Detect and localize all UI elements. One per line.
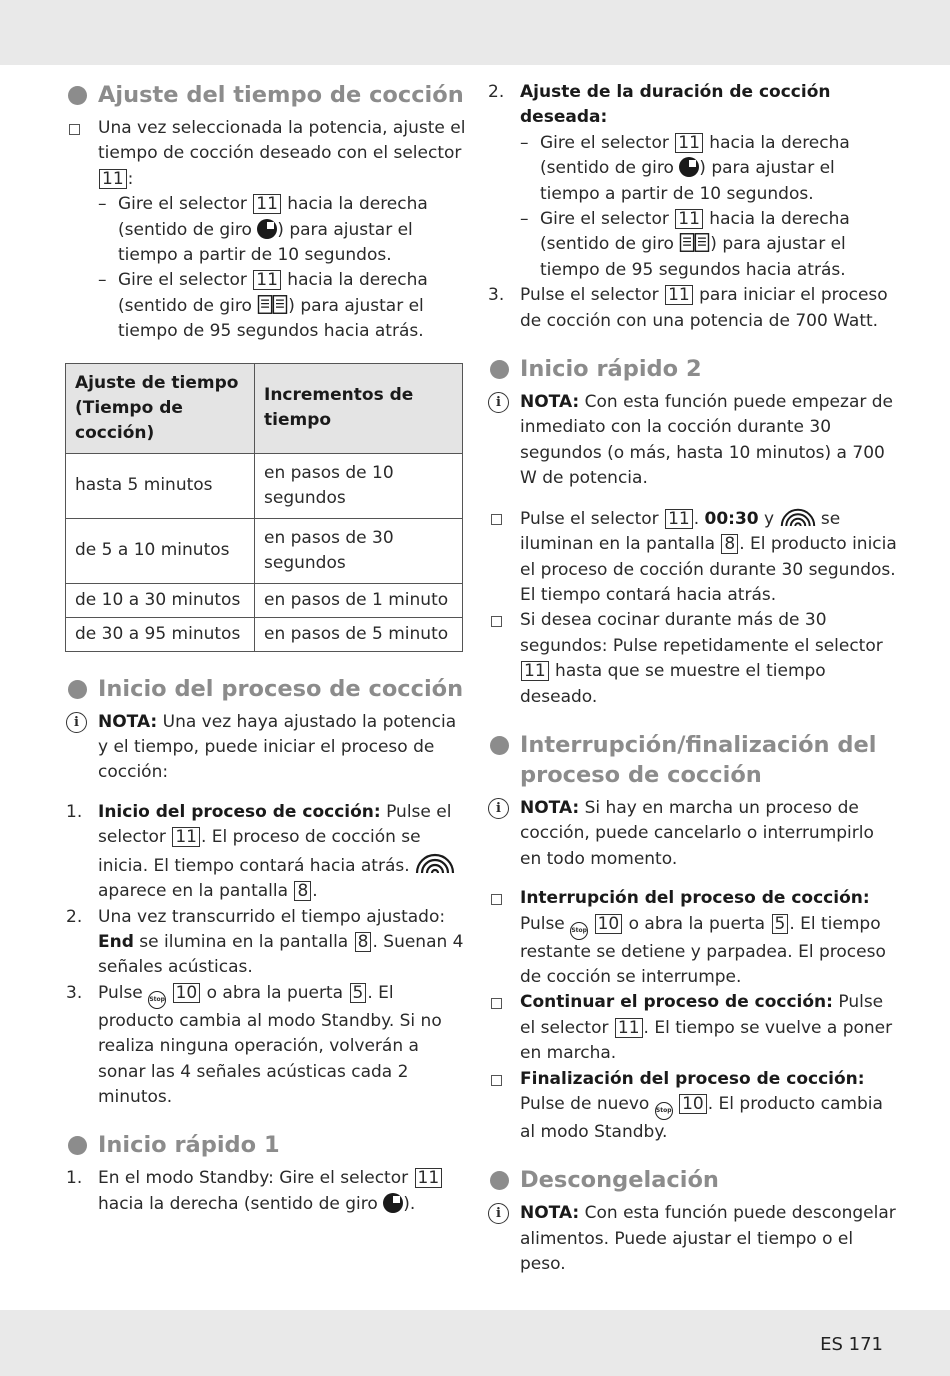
stop-button-icon: Stop	[148, 991, 166, 1009]
bullet-dot-icon	[68, 86, 87, 105]
section-heading-rapido1: Inicio rápido 1	[66, 1130, 466, 1160]
list-item: Interrupción del proceso de cocción: Pulse Stop 10 o abra la puerta 5 . El tiempo restante se detiene y parpadea. El proceso de cocción se interrumpe.	[488, 886, 898, 990]
page-number: ES 171	[820, 1334, 883, 1355]
section-heading-rapido2: Inicio rápido 2	[488, 354, 898, 384]
checkbox-bullet-icon	[491, 616, 502, 627]
ref-number: 10	[679, 1094, 707, 1114]
info-icon: i	[488, 1203, 509, 1224]
list-item: Si desea cocinar durante más de 30 segundos: Pulse repetidamente el selector 11 hasta que se muestre el tiempo deseado.	[488, 608, 898, 710]
list-item: Finalización del proceso de cocción: Pulse de nuevo Stop 10 . El producto cambia al modo Standby.	[488, 1067, 898, 1146]
list-item: 2. Ajuste de la duración de cocción deseada:	[488, 82, 831, 128]
info-icon: i	[488, 798, 509, 819]
ref-number: 8	[294, 881, 311, 901]
ref-number: 11	[253, 194, 281, 214]
table-cell: en pasos de 30 segundos	[255, 518, 463, 583]
table-cell: en pasos de 10 segundos	[255, 453, 463, 518]
bullet-dot-icon	[490, 1171, 509, 1190]
bullet-dot-icon	[68, 1136, 87, 1155]
info-icon: i	[488, 392, 509, 413]
stop-button-icon: Stop	[570, 922, 588, 940]
clockwise-rotation-icon	[383, 1193, 403, 1213]
checkbox-bullet-icon	[491, 894, 502, 905]
ref-number: 11	[615, 1018, 643, 1038]
section-heading-descongelacion: Descongelación	[488, 1165, 898, 1195]
ref-number: 11	[253, 270, 281, 290]
list-item: 3. Pulse Stop 10 o abra la puerta 5 . El producto cambia al modo Standby. Si no realiza ninguna operación, volverán a sonar las 4 señales acústicas cada 2 minutos.	[66, 982, 442, 1107]
microwave-wave-icon	[415, 851, 455, 875]
sub-list-item: – Gire el selector 11 hacia la derecha (sentido de giro ) para ajustar el tiempo a partir de 10 segundos.	[520, 132, 850, 204]
ref-number: 10	[173, 983, 201, 1003]
note: i NOTA: Con esta función puede empezar de inmediato con la cocción durante 30 segundos (o más, hasta 10 minutos) a 700 W de potencia.	[488, 390, 898, 492]
table-cell: hasta 5 minutos	[66, 453, 255, 518]
checkbox-bullet-icon	[491, 998, 502, 1009]
table-cell: de 10 a 30 minutos	[66, 583, 255, 617]
time-table	[65, 363, 463, 652]
bullet-dot-icon	[68, 680, 87, 699]
microwave-wave-icon	[780, 506, 816, 528]
list-item: Pulse el selector 11 . 00:30 y se iluminan en la pantalla 8 . El producto inicia el proceso de cocción durante 30 segundos. El tiempo contará hacia atrás.	[488, 506, 898, 609]
table-header: Ajuste de tiempo (Tiempo de cocción)	[66, 363, 255, 453]
book-icon	[679, 232, 710, 253]
ref-number: 11	[675, 133, 703, 153]
list-item: 3. Pulse el selector 11 para iniciar el proceso de cocción con una potencia de 700 Watt.	[488, 285, 888, 331]
ref-number: 11	[675, 209, 703, 229]
list-item: 1. En el modo Standby: Gire el selector 11 hacia la derecha (sentido de giro ).	[66, 1166, 466, 1217]
table-cell: en pasos de 5 minuto	[255, 617, 463, 651]
ref-number: 11	[521, 661, 549, 681]
list-item: 1. Inicio del proceso de cocción: Pulse el selector 11 . El proceso de cocción se inicia. El tiempo contará hacia atrás. aparece en la pantalla 8 .	[66, 800, 466, 905]
ref-number: 5	[350, 983, 367, 1003]
ref-number: 11	[172, 827, 200, 847]
table-row	[66, 518, 463, 583]
stop-button-icon: Stop	[655, 1102, 673, 1120]
table-row	[66, 583, 463, 617]
footer-band	[0, 1310, 950, 1376]
section-heading-ajuste: Ajuste del tiempo de cocción	[66, 80, 466, 110]
right-column	[488, 80, 898, 1278]
header-band	[0, 0, 950, 65]
list-item: 2. Una vez transcurrido el tiempo ajustado: End se ilumina en la pantalla 8 . Suenan 4 señales acústicas.	[66, 906, 464, 978]
info-icon: i	[66, 712, 87, 733]
table-row	[66, 617, 463, 651]
note: i NOTA: Una vez haya ajustado la potencia y el tiempo, puede iniciar el proceso de cocción:	[66, 710, 466, 786]
left-column	[66, 80, 466, 1217]
ref-number: 10	[595, 914, 623, 934]
ref-number: 11	[665, 509, 693, 529]
sub-list-item: – Gire el selector 11 hacia la derecha (sentido de giro ) para ajustar el tiempo de 95 segundos hacia atrás.	[98, 270, 428, 342]
table-cell: en pasos de 1 minuto	[255, 583, 463, 617]
table-cell: de 5 a 10 minutos	[66, 518, 255, 583]
checkbox-bullet-icon	[491, 1075, 502, 1086]
section-heading-inicio: Inicio del proceso de cocción	[66, 674, 466, 704]
ref-number: 8	[721, 534, 738, 554]
note: i NOTA: Si hay en marcha un proceso de cocción, puede cancelarlo o interrumpirlo en todo momento.	[488, 796, 898, 872]
table-header: Incrementos de tiempo	[255, 363, 463, 453]
bullet-dot-icon	[490, 360, 509, 379]
ref-number: 11	[415, 1168, 443, 1188]
section-heading-interrupcion: Interrupción/finalización del proceso de cocción	[488, 730, 898, 790]
clockwise-rotation-icon	[679, 157, 699, 177]
checkbox-bullet-icon	[69, 124, 80, 135]
ref-number: 11	[665, 285, 693, 305]
ref-number: 8	[355, 932, 372, 952]
clockwise-rotation-icon	[257, 219, 277, 239]
book-icon	[257, 294, 288, 315]
sub-list-item: – Gire el selector 11 hacia la derecha (sentido de giro ) para ajustar el tiempo a partir de 10 segundos.	[98, 194, 428, 266]
note: i NOTA: Con esta función puede descongelar alimentos. Puede ajustar el tiempo o el peso.	[488, 1201, 898, 1277]
ref-number: 11	[99, 169, 127, 189]
list-item: Continuar el proceso de cocción: Pulse el selector 11 . El tiempo se vuelve a poner en marcha.	[488, 990, 898, 1066]
ref-number: 5	[772, 914, 789, 934]
table-cell: de 30 a 95 minutos	[66, 617, 255, 651]
checkbox-bullet-icon	[491, 514, 502, 525]
list-item: Una vez seleccionada la potencia, ajuste el tiempo de cocción deseado con el selector 11 :	[66, 116, 466, 192]
sub-list-item: – Gire el selector 11 hacia la derecha (sentido de giro ) para ajustar el tiempo de 95 segundos hacia atrás.	[520, 209, 850, 280]
bullet-dot-icon	[490, 736, 509, 755]
table-row	[66, 453, 463, 518]
